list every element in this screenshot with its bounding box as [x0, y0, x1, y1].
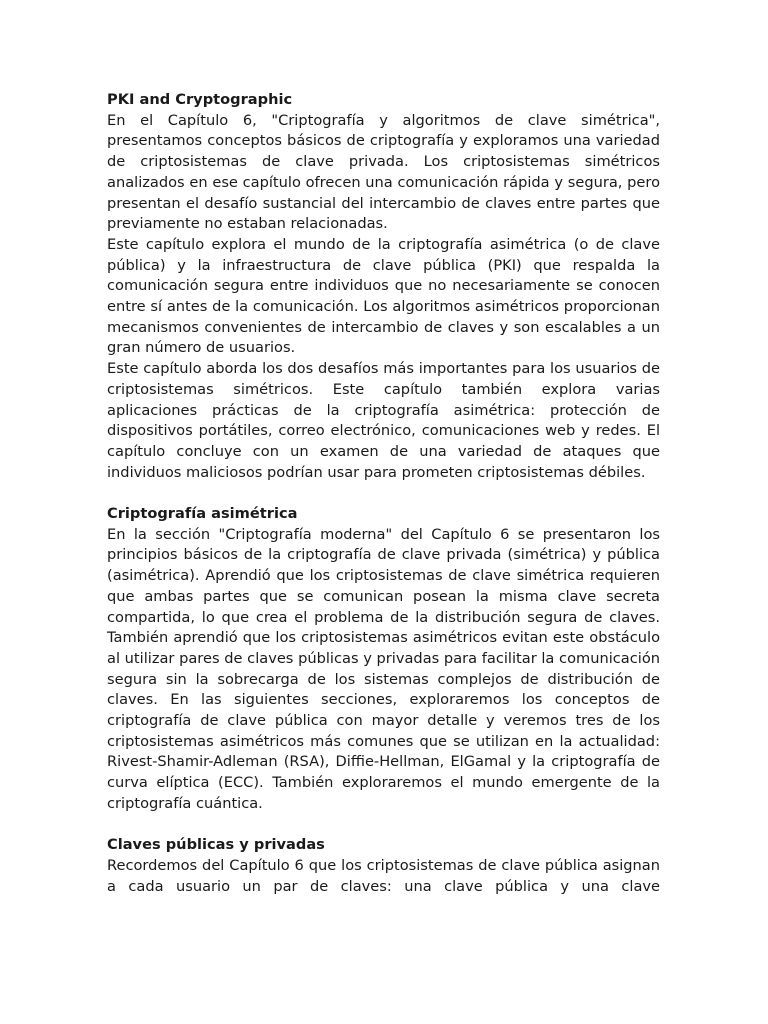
document-page	[107, 90, 660, 897]
section-asymmetric	[107, 504, 660, 815]
section-heading: PKI and Cryptographic	[107, 91, 293, 108]
paragraph: Este capítulo aborda los dos desafíos más importantes para los usuarios de criptosistemas simétricos. Este capítulo también explora varias aplicaciones prácticas de la criptografía asimétrica: protección de dispositivos portátiles, correo electrónico, comunicaciones web y redes. El capítulo concluye con un examen de una variedad de ataques que individuos maliciosos podrían usar para prometen criptosistemas débiles.	[107, 360, 660, 481]
section-public-private-keys	[107, 835, 660, 897]
paragraph: Este capítulo explora el mundo de la criptografía asimétrica (o de clave pública) y la infraestructura de clave pública (PKI) que respalda la comunicación segura entre individuos que no necesariamente se conocen entre sí antes de la comunicación. Los algoritmos asimétricos proporcionan mecanismos convenientes de intercambio de claves y son escalables a un gran número de usuarios.	[107, 235, 660, 357]
paragraph: Recordemos del Capítulo 6 que los criptosistemas de clave pública asignan a cada usuario un par de claves: una clave pública y una clave	[107, 856, 660, 895]
section-heading: Criptografía asimétrica	[107, 505, 298, 523]
section-pki	[107, 90, 660, 483]
paragraph: En el Capítulo 6, "Criptografía y algoritmos de clave simétrica", presentamos conceptos básicos de criptografía y exploramos una variedad de criptosistemas de clave privada. Los criptosistemas simétricos analizados en ese capítulo ofrecen una comunicación rápida y segura, pero presentan el desafío sustancial del intercambio de claves entre partes que previamente no estaban relacionadas.	[107, 111, 660, 233]
section-heading: Claves públicas y privadas	[107, 836, 325, 854]
section-spacer	[107, 483, 660, 504]
paragraph: En la sección "Criptografía moderna" del Capítulo 6 se presentaron los principios básicos de la criptografía de clave privada (simétrica) y pública (asimétrica). Aprendió que los criptosistemas de clave simétrica requieren que ambas partes que se comunican posean la misma clave secreta compartida, lo que crea el problema de la distribución segura de claves. También aprendió que los criptosistemas asimétricos evitan este obstáculo al utilizar pares de claves públicas y privadas para facilitar la comunicación segura sin la sobrecarga de los sistemas complejos de distribución de claves. En las siguientes secciones, exploraremos los conceptos de criptografía de clave pública con mayor detalle y veremos tres de los criptosistemas asimétricos más comunes que se utilizan en la actualidad: Rivest-Shamir-Adleman (RSA), Diffie-Hellman, ElGamal y la criptografía de curva elíptica (ECC). También exploraremos el mundo emergente de la criptografía cuántica.	[107, 525, 660, 812]
section-spacer	[107, 815, 660, 836]
